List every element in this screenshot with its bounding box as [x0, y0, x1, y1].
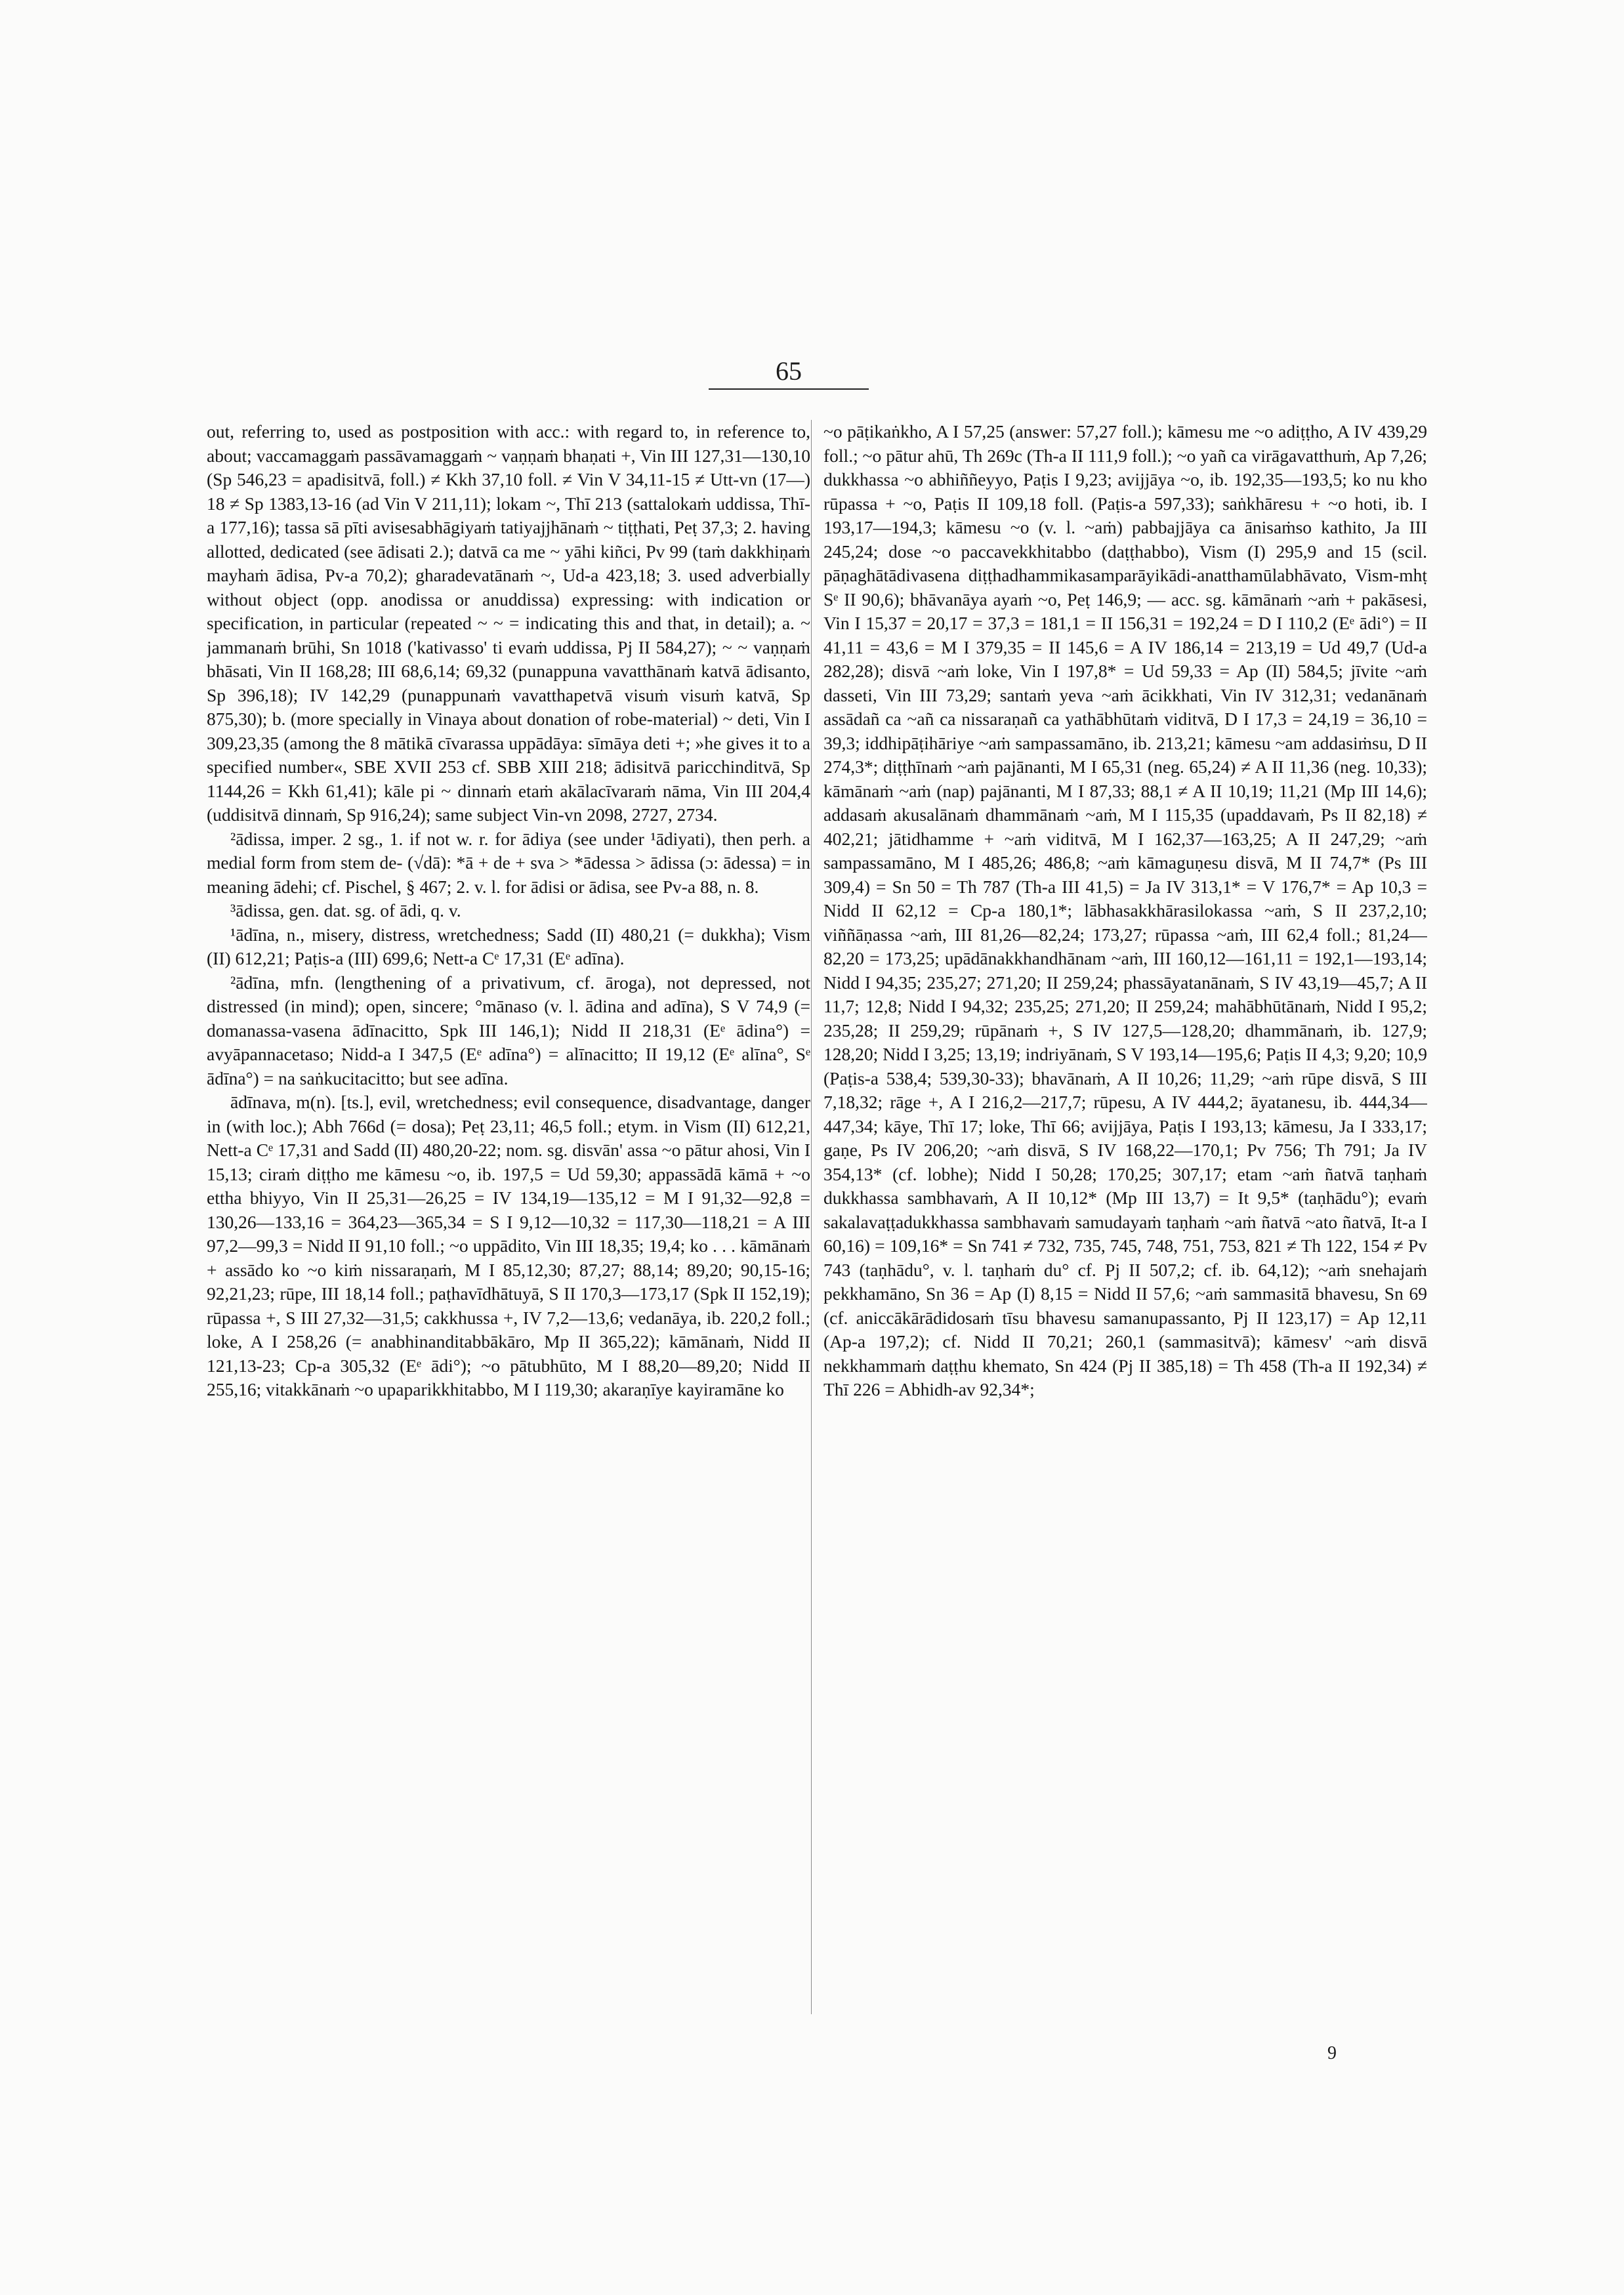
- entry-adinava: ādīnava, m(n). [ts.], evil, wretchedness; evil consequence, disadvantage, danger in (with loc.); Abh 766d (= dosa); Peṭ 23,11; 46,5 foll.; etym. in Vism (II) 612,21, Nett-a Cᵉ 17,31 and Sadd (II) 480,20-22; nom. sg. disvān' assa ~o pātur ahosi, Vin I 15,13; ciraṁ diṭṭho me kāmesu ~o, ib. 197,5 = Ud 59,30; appassādā kāmā + ~o ettha bhiyyo, Vin II 25,31—26,25 = IV 134,19—135,12 = M I 91,32—92,8 = 130,26—133,16 = 364,23—365,34 = S I 9,12—10,32 = 117,30—118,21 = A III 97,2—99,3 = Nidd II 91,10 foll.; ~o uppādito, Vin III 18,35; 19,4; ko . . . kāmānaṁ + assādo ko ~o kiṁ nissaraṇaṁ, M I 85,12,30; 87,27; 88,14; 89,20; 90,15-16; 92,21,23; rūpe, III 18,14 foll.; paṭhavīdhātuyā, S II 170,3—173,17 (Spk II 152,19); rūpassa +, S III 27,32—31,5; cakkhussa +, IV 7,2—13,6; vedanāya, ib. 220,2 foll.; loke, A I 258,26 (= anabhinanditabbākāro, Mp II 365,22); kāmānaṁ, Nidd II 121,13-23; Cp-a 305,32 (Eᵉ ādi°); ~o pātubhūto, M I 88,20—89,20; Nidd II 255,16; vitakkānaṁ ~o upaparikkhitabbo, M I 119,30; akaraṇīye kayiramāne ko: [207, 1092, 810, 1399]
- signature-mark: 9: [1327, 2043, 1337, 2063]
- page-number: 65: [776, 356, 802, 386]
- entry-adissa-3: ³ādissa, gen. dat. sg. of ādi, q. v.: [230, 900, 461, 920]
- entry-adina-2: ²ādīna, mfn. (lengthening of a privativum, cf. āroga), not depressed, not distressed (in mind); open, sincere; °mānaso (v. l. ādina and adīna), S V 74,9 (= domanassa-vasena ādīnacitto, Spk III 146,1); Nidd II 218,31 (Eᵉ ādina°) = avyāpannacetaso; Nidd-a I 347,5 (Eᵉ adīna°) = alīnacitto; II 19,12 (Eᵉ alīna°, Sᵉ ādīna°) = na saṅkucitacitto; but see adīna.: [207, 972, 810, 1088]
- entry-adissa-2: ²ādissa, imper. 2 sg., 1. if not w. r. for ādiya (see under ¹ādiyati), then perh. a medial form from stem de- (√dā): *ā + de + sva > *ādessa > ādissa (ɔ: ādessa) = in meaning ādehi; cf. Pischel, § 467; 2. v. l. for ādisi or ādisa, see Pv-a 88, n. 8.: [207, 828, 810, 897]
- column-divider: [811, 420, 812, 2014]
- left-column: [207, 420, 810, 2060]
- right-column: [823, 420, 1427, 2060]
- header-rule: [709, 388, 869, 390]
- entry-continuation-uddissa: out, referring to, used as postposition with acc.: with regard to, in reference to, about; vaccamaggaṁ passāvamaggaṁ ~ vaṇṇaṁ bhaṇati +, Vin III 127,31—130,10 (Sp 546,23 = apadisitvā, foll.) ≠ Kkh 37,10 foll. ≠ Vin V 34,11-15 ≠ Utt-vn (17—) 18 ≠ Sp 1383,13-16 (ad Vin V 211,11); lokam ~, Thī 213 (sattalokaṁ uddissa, Thī-a 177,16); tassa sā pīti avisesabhāgiyaṁ tatiyajjhānaṁ ~ tiṭṭhati, Peṭ 37,3; 2. having allotted, dedicated (see ādisati 2.); datvā ca me ~ yāhi kiñci, Pv 99 (taṁ dakkhiṇaṁ mayhaṁ ādisa, Pv-a 70,2); gharadevatānaṁ ~, Ud-a 423,18; 3. used adverbially without object (opp. anodissa or anuddissa) expressing: with indication or specification, in particular (repeated ~ ~ = indicating this and that, in detail); a. ~ jammanaṁ brūhi, Sn 1018 ('kativasso' ti evaṁ uddissa, Pj II 584,27); ~ ~ vaṇṇaṁ bhāsati, Vin II 168,28; III 68,6,14; 69,32 (punappuna vavatthānaṁ katvā ādisanto, Sp 396,18); IV 142,29 (punappunaṁ vavatthapetvā visuṁ visuṁ katvā, Sp 875,30); b. (more specially in Vinaya about donation of robe-material) ~ deti, Vin I 309,23,35 (among the 8 mātikā cīvarassa uppādāya: sīmāya deti +; »he gives it to a specified number«, SBE XVII 253 cf. SBB XIII 218; ādisitvā paricchinditvā, Sp 1144,26 = Kkh 61,41); kāle pi ~ dinnaṁ etaṁ akālacīvaraṁ nāma, Vin III 204,4 (uddisitvā dinnaṁ, Sp 916,24); same subject Vin-vn 2098, 2727, 2734.: [207, 421, 810, 825]
- entry-adina-1: ¹ādīna, n., misery, distress, wretchedness; Sadd (II) 480,21 (= dukkha); Vism (II) 612,21; Paṭis-a (III) 699,6; Nett-a Cᵉ 17,31 (Eᵉ adīna).: [207, 924, 810, 968]
- entry-adinava-continued: ~o pāṭikaṅkho, A I 57,25 (answer: 57,27 foll.); kāmesu me ~o adiṭṭho, A IV 439,29 foll.; ~o pātur ahū, Th 269c (Th-a II 111,9 foll.); ~o yañ ca virāgavatthuṁ, Ap 7,26; dukkhassa ~o abhiññeyyo, Paṭis I 9,23; avijjāya ~o, ib. 192,35—193,5; ko nu kho rūpassa + ~o, Paṭis II 109,18 foll. (Paṭis-a 597,33); saṅkhāresu + ~o hoti, ib. I 193,17—194,3; kāmesu ~o (v. l. ~aṁ) pabbajjāya ca ānisaṁso kathito, Ja III 245,24; dose ~o paccavekkhitabbo (daṭṭhabbo), Vism (I) 295,9 and 15 (scil. pāṇaghātādivasena diṭṭhadhammikasamparāyikādi-anatthamūlabhāvato, Vism-mhṭ Sᵉ II 90,6); bhāvanāya ayaṁ ~o, Peṭ 146,9; — acc. sg. kāmānaṁ ~aṁ + pakāsesi, Vin I 15,37 = 20,17 = 37,3 = 181,1 = II 156,31 = 192,24 = D I 110,2 (Eᵉ ādi°) = II 41,11 = 43,6 = M I 379,35 = II 145,6 = A IV 186,14 = 213,19 = Ud 49,7 (Ud-a 282,28); disvā ~aṁ loke, Vin I 197,8* = Ud 59,33 = Ap (II) 584,5; jīvite ~aṁ dasseti, Vin III 73,29; santaṁ yeva ~aṁ ācikkhati, Vin IV 312,31; vedanānaṁ assādañ ca ~añ ca nissaraṇañ ca yathābhūtaṁ viditvā, D I 17,3 = 24,19 = 36,10 = 39,3; iddhipāṭihāriye ~aṁ sampassamāno, ib. 213,21; kāmesu ~am addasiṁsu, D II 274,3*; diṭṭhīnaṁ ~aṁ pajānanti, M I 65,31 (neg. 65,24) ≠ A II 11,36 (neg. 10,33); kāmānaṁ ~aṁ (nap) pajānanti, M I 87,33; 88,1 ≠ A II 10,19; 11,21 (Mp III 14,6); addasaṁ akusalānaṁ dhammānaṁ ~aṁ, M I 115,35 (upaddavaṁ, Ps II 82,18) ≠ 402,21; jātidhamme + ~aṁ viditvā, M I 162,37—163,25; A II 247,29; ~aṁ sampassamāno, M I 485,26; 486,8; ~aṁ kāmaguṇesu disvā, M II 74,7* (Ps III 309,4) = Sn 50 = Th 787 (Th-a III 41,5) = Ja IV 313,1* = V 176,7* = Ap 10,3 = Nidd II 62,12 = Cp-a 180,1*; lābhasakkhārasilokassa ~aṁ, S II 237,2,10; viññāṇassa ~aṁ, III 81,26—82,24; 173,27; rūpassa ~aṁ, III 62,4 foll.; 81,24—82,20 = 173,25; upādānakkhandhānam ~aṁ, III 160,12—161,11 = 192,1—193,14; Nidd I 94,35; 235,27; 271,20; II 259,24; phassāyatanānaṁ, S IV 43,19—45,7; A II 11,7; 12,8; Nidd I 94,32; 235,25; 271,20; II 259,24; mahābhūtānaṁ, Nidd I 95,2; 235,28; II 259,29; rūpānaṁ +, S IV 127,5—128,20; dhammānaṁ, ib. 127,9; 128,20; Nidd I 3,25; 13,19; indriyānaṁ, S V 193,14—195,6; Paṭis II 4,3; 9,20; 10,9 (Paṭis-a 538,4; 539,30-33); bhavānaṁ, A II 10,26; 11,29; ~aṁ rūpe disvā, S III 7,18,32; rāge +, A I 216,2—217,7; rūpesu, A IV 444,2; āyatanesu, ib. 444,34—447,34; kāye, Thī 17; loke, Thī 66; avijjāya, Paṭis I 193,13; kāmesu, Ja I 333,17; gaṇe, Ps IV 206,20; ~aṁ disvā, S IV 168,22—170,1; Pv 756; Th 791; Ja IV 354,13* (cf. lobhe); Nidd I 50,28; 170,25; 307,17; etam ~aṁ ñatvā taṇhaṁ dukkhassa sambhavaṁ, A II 10,12* (Mp III 13,7) = It 9,5* (taṇhādu°); evaṁ sakalavaṭṭadukkhassa sambhavaṁ samudayaṁ taṇhaṁ ~aṁ ñatvā ~ato ñatvā, It-a I 60,16) = 109,16* = Sn 741 ≠ 732, 735, 745, 748, 751, 753, 821 ≠ Th 122, 154 ≠ Pv 743 (taṇhādu°, v. l. taṇhaṁ du° cf. Pj II 507,2; cf. ib. 64,12); ~aṁ snehajaṁ pekkhamāno, Sn 36 = Ap (I) 8,15 = Nidd II 57,6; ~aṁ sammasitā bhavesu, Sn 69 (cf. aniccākārādidosaṁ tīsu bhavesu samanupassanto, Pj II 123,17) = Ap 12,11 (Ap-a 197,2); cf. Nidd II 70,21; 260,1 (sammasitvā); kāmesv' ~aṁ disvā nekkhammaṁ daṭṭhu khemato, Sn 424 (Pj II 385,18) = Th 458 (Th-a II 192,34) ≠ Thī 226 = Abhidh-av 92,34*;: [823, 421, 1427, 1399]
